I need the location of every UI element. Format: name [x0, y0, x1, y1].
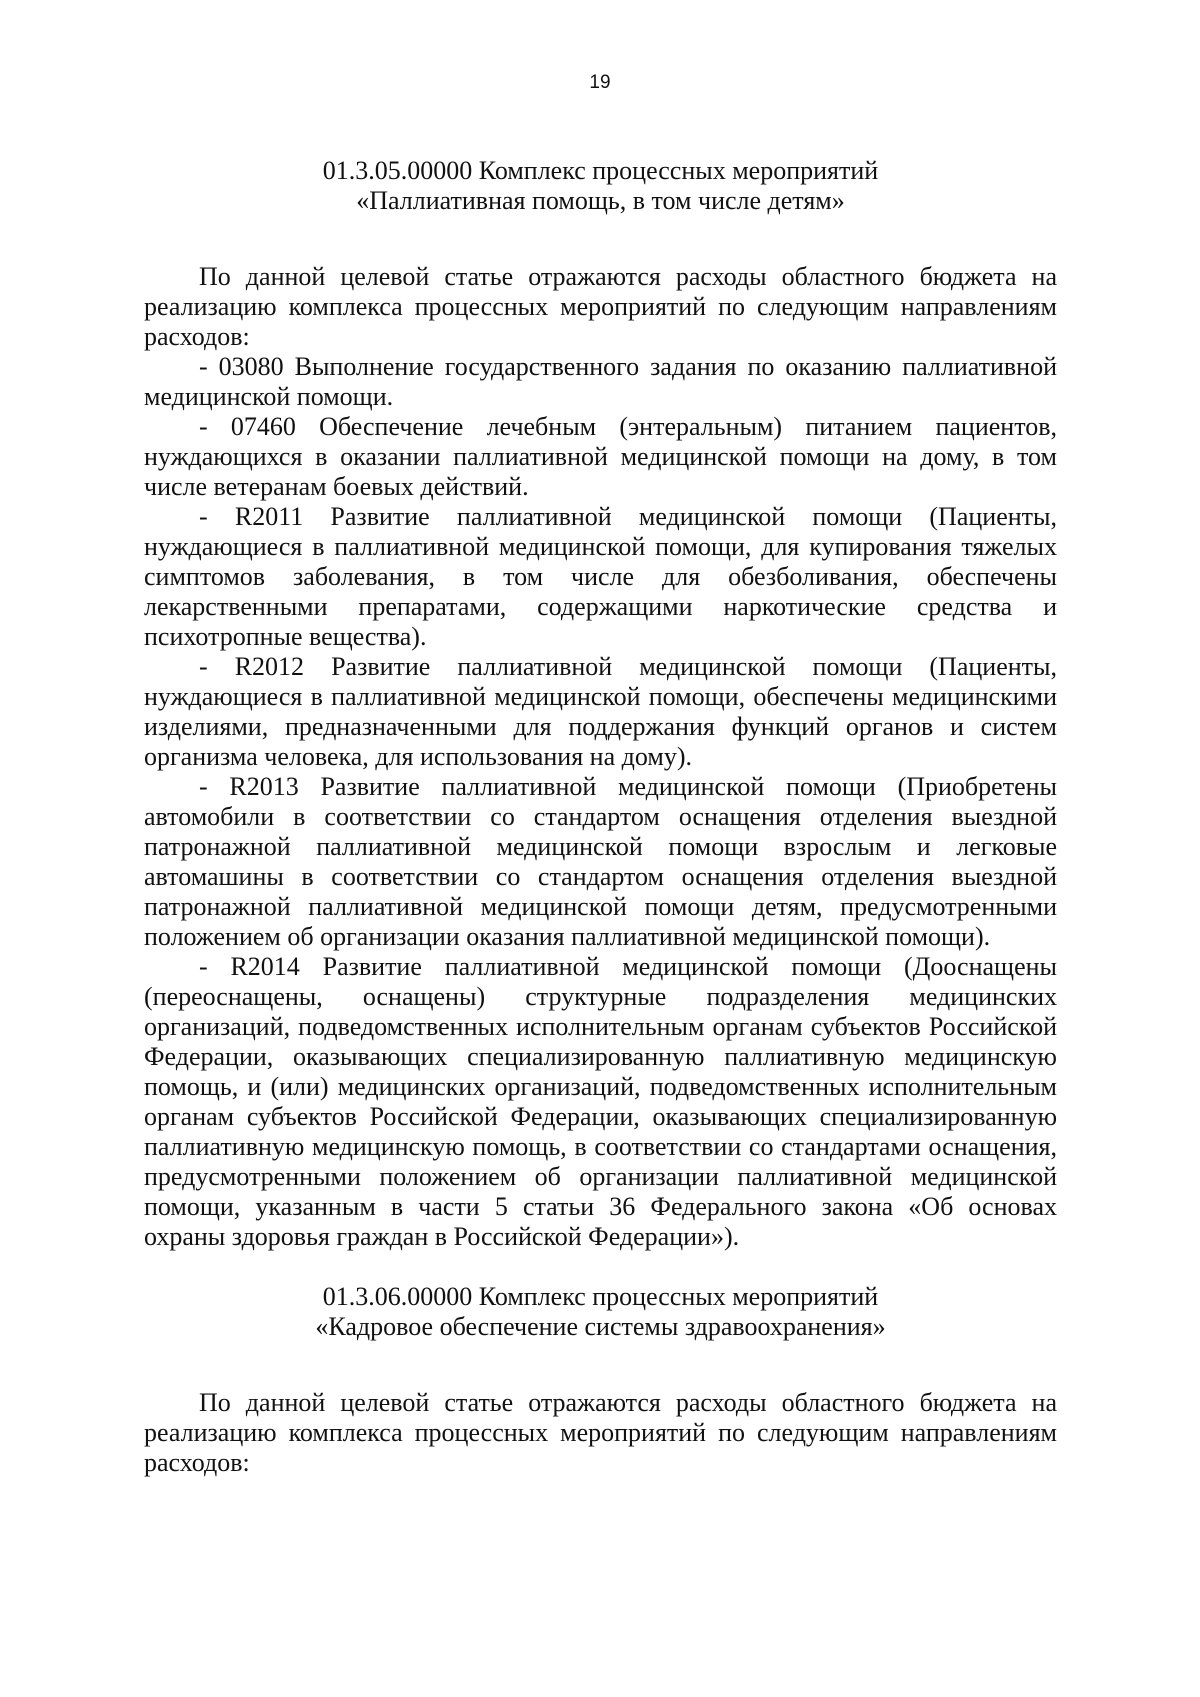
section-heading-01-3-06 [144, 1282, 1057, 1342]
expense-item-r2013: - R2013 Развитие паллиативной медицинской помощи (Приобретены автомобили в соответствии со стандартом оснащения отделения выездной патронажной паллиативной медицинской помощи взрослым и легковые автомашины в соответствии со стандартом оснащения отделения выездной патронажной паллиативной медицинской помощи детям, предусмотренными положением об организации оказания паллиативной медицинской помощи). [144, 772, 1057, 951]
expense-item-r2011: - R2011 Развитие паллиативной медицинской помощи (Пациенты, нуждающиеся в паллиативной медицинской помощи, для купирования тяжелых симптомов заболевания, в том числе для обезболивания, обеспечены лекарственными препаратами, содержащими наркотические средства и психотропные вещества). [144, 502, 1057, 651]
page-number: 19 [589, 72, 611, 93]
section-heading-code-line: 01.3.06.00000 Комплекс процессных мероприятий [322, 1282, 879, 1311]
expense-item-03080: - 03080 Выполнение государственного задания по оказанию паллиативной медицинской помощи. [144, 352, 1057, 411]
expense-item-r2012: - R2012 Развитие паллиативной медицинской помощи (Пациенты, нуждающиеся в паллиативной медицинской помощи, обеспечены медицинскими изделиями, предназначенными для поддержания функций органов и систем организма человека, для использования на дому). [144, 652, 1057, 771]
section-heading-title-line: «Кадровое обеспечение системы здравоохранения» [315, 1312, 886, 1341]
expense-item-07460: - 07460 Обеспечение лечебным (энтеральным) питанием пациентов, нуждающихся в оказании паллиативной медицинской помощи на дому, в том числе ветеранам боевых действий. [144, 412, 1057, 501]
section-heading-title-line: «Паллиативная помощь, в том числе детям» [356, 186, 845, 215]
section-intro-paragraph: По данной целевой статье отражаются расходы областного бюджета на реализацию комплекса процессных мероприятий по следующим направлениям расходов: [144, 262, 1057, 351]
section-heading-code-line: 01.3.05.00000 Комплекс процессных мероприятий [322, 156, 879, 185]
document-body [144, 156, 1057, 1478]
expense-item-r2014: - R2014 Развитие паллиативной медицинской помощи (Дооснащены (переоснащены, оснащены) структурные подразделения медицинских организаций, подведомственных исполнительным органам субъектов Российской Федерации, оказывающих специализированную паллиативную медицинскую помощь, и (или) медицинских организаций, подведомственных исполнительным органам субъектов Российской Федерации, оказывающих специализированную паллиативную медицинскую помощь, в соответствии со стандартами оснащения, предусмотренными положением об организации паллиативной медицинской помощи, указанным в части 5 статьи 36 Федерального закона «Об основах охраны здоровья граждан в Российской Федерации»). [144, 952, 1057, 1251]
section-intro-paragraph: По данной целевой статье отражаются расходы областного бюджета на реализацию комплекса процессных мероприятий по следующим направлениям расходов: [144, 1388, 1057, 1477]
section-heading-01-3-05 [144, 156, 1057, 216]
